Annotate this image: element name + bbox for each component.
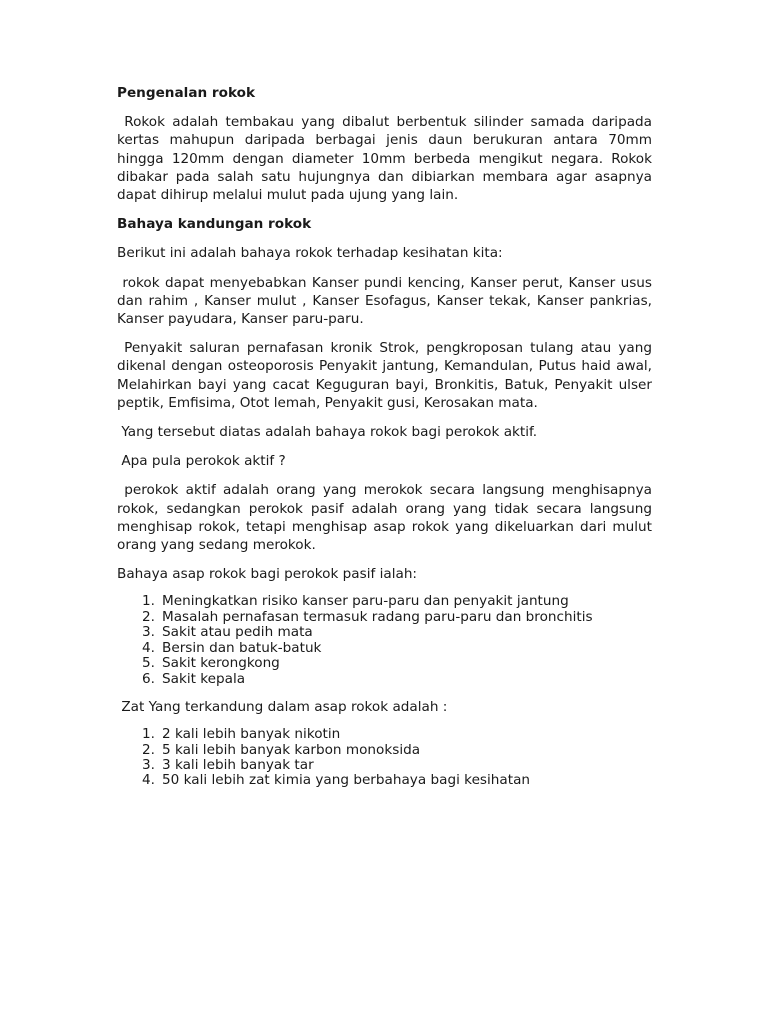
list-number: 2. [142,608,155,625]
list-item [117,610,652,625]
list-number: 4. [142,772,155,789]
list-item [117,625,652,640]
list-number: 1. [142,726,155,743]
list-number: 3. [142,756,155,773]
active-definition-paragraph: perokok aktif adalah orang yang merokok secara langsung menghisapnya rokok, sedangkan perokok pasif adalah orang yang tidak secara langsung menghisap rokok, tetapi menghisap asap rokok yang dikeluarkan dari mulut orang yang sedang merokok. [117,482,657,554]
list-number: 3. [142,624,155,641]
list-item-text: Meningkatkan risiko kanser paru-paru dan penyakit jantung [162,593,569,610]
list-item [117,672,652,687]
intro-heading: Pengenalan rokok [117,85,256,101]
list-item [117,656,652,671]
list-number: 2. [142,741,155,758]
list-item-text: 3 kali lebih banyak tar [162,756,314,773]
cancer-paragraph: rokok dapat menyebabkan Kanser pundi kencing, Kanser perut, Kanser usus dan rahim , Kanser mulut , Kanser Esofagus, Kanser tekak, Kanser pankrias, Kanser payudara, Kanser paru-paru. [117,274,657,328]
substance-list [117,727,652,789]
intro-paragraph: Rokok adalah tembakau yang dibalut berbentuk silinder samada daripada kertas mahupun daripada berbagai jenis daun berukuran antara 70mm hingga 120mm dengan diameter 10mm berbeda mengikut negara. Rokok dibakar pada salah satu hujungnya dan dibiarkan membara agar asapnya dapat dihirup melalui mulut pada ujung yang lain. [117,114,657,204]
active-note-paragraph: Yang tersebut diatas adalah bahaya rokok bagi perokok aktif. [117,424,538,441]
list-item-text: Masalah pernafasan termasuk radang paru-paru dan bronchitis [162,608,593,625]
list-item [117,743,652,758]
list-item [117,641,652,656]
passive-danger-list [117,594,652,686]
list-item-text: Bersin dan batuk-batuk [162,639,322,656]
substance-intro-paragraph: Zat Yang terkandung dalam asap rokok adalah : [117,698,448,715]
list-item [117,594,652,609]
list-number: 5. [142,655,155,672]
list-item [117,758,652,773]
disease-paragraph: Penyakit saluran pernafasan kronik Strok, pengkroposan tulang atau yang dikenal dengan osteoporosis Penyakit jantung, Kemandulan, Putus haid awal, Melahirkan bayi yang cacat Keguguran bayi, Bronkitis, Batuk, Penyakit ulser peptik, Emfisima, Otot lemah, Penyakit gusi, Kerosakan mata. [117,340,657,411]
list-number: 6. [142,670,155,687]
active-question-paragraph: Apa pula perokok aktif ? [117,453,286,470]
list-item-text: Sakit atau pedih mata [162,624,313,641]
list-item [117,727,652,742]
list-item-text: Sakit kepala [162,670,246,687]
passive-intro-paragraph: Bahaya asap rokok bagi perokok pasif ialah: [117,566,418,583]
danger-heading: Bahaya kandungan rokok [117,216,312,233]
list-number: 1. [142,593,155,610]
document-page [117,84,657,800]
danger-intro-paragraph: Berikut ini adalah bahaya rokok terhadap kesihatan kita: [117,245,503,262]
list-item-text: Sakit kerongkong [162,655,280,672]
list-item-text: 50 kali lebih zat kimia yang berbahaya bagi kesihatan [162,772,531,789]
list-number: 4. [142,639,155,656]
list-item-text: 2 kali lebih banyak nikotin [162,726,341,743]
list-item-text: 5 kali lebih banyak karbon monoksida [162,741,421,758]
list-item [117,773,652,788]
